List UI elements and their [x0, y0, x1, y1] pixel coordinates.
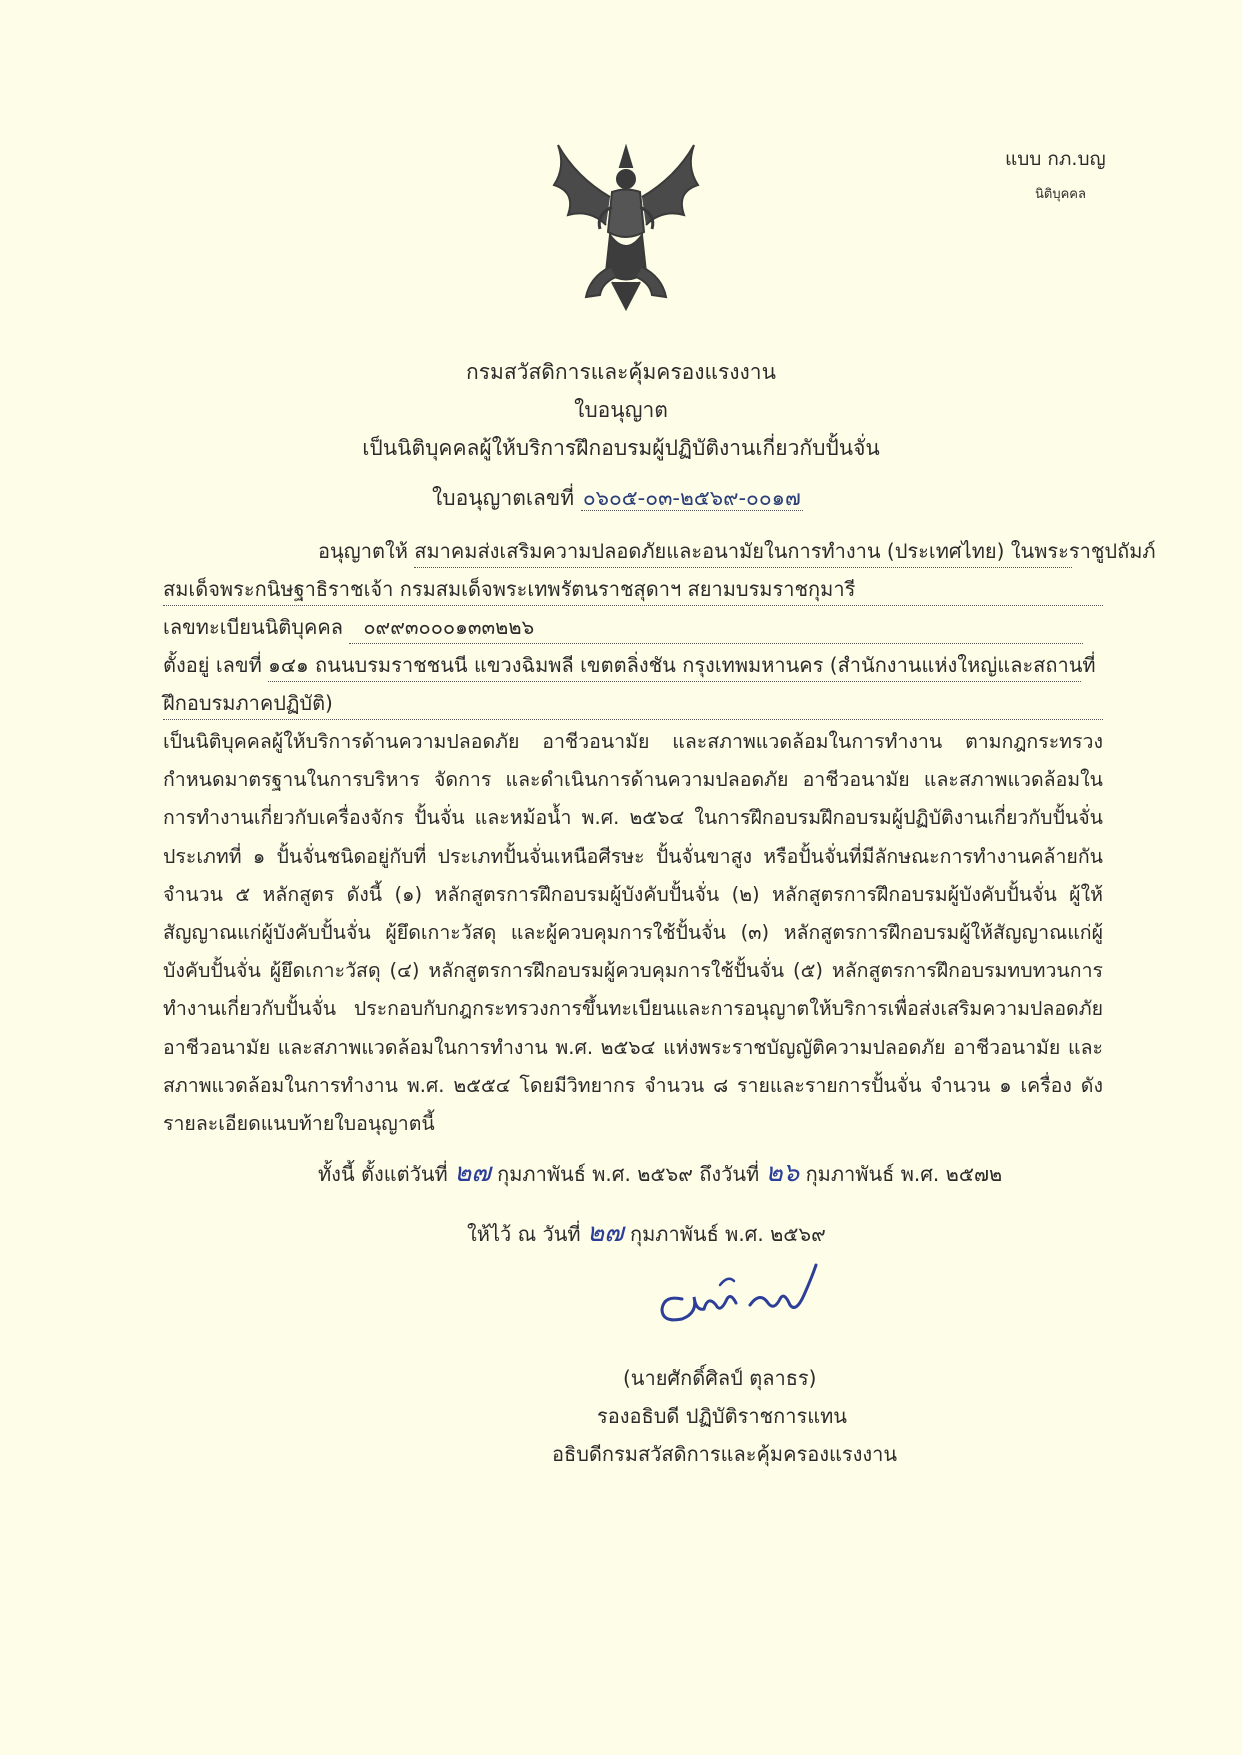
validity-to-rest: กุมภาพันธ์ พ.ศ. ๒๕๗๒ [805, 1162, 1003, 1186]
grantee-prefix: อนุญาตให้ [318, 539, 408, 563]
address-1: ๑๔๑ ถนนบรมราชชนนี แขวงฉิมพลี เขตตลิ่งชัน กรุงเทพมหานคร (สำนักงานแห่งใหญ่และสถานที่ [268, 649, 1081, 682]
document-type: ใบอนุญาต [574, 398, 668, 422]
grantee-name-1: สมาคมส่งเสริมความปลอดภัยและอนามัยในการทำงาน (ประเทศไทย) ในพระราชูปถัมภ์ [414, 535, 1072, 568]
handwritten-signature [650, 1255, 830, 1335]
validity-from-day: ๒๗ [454, 1158, 491, 1188]
given-prefix: ให้ไว้ ณ วันที่ [467, 1222, 581, 1246]
signer-department: อธิบดีกรมสวัสดิการและคุ้มครองแรงงาน [552, 1442, 898, 1466]
registration-number: ๐๙๙๓๐๐๐๑๓๓๒๒๖ [349, 611, 1083, 644]
grantee-name-2: สมเด็จพระกนิษฐาธิราชเจ้า กรมสมเด็จพระเทพรัตนราชสุดาฯ สยามบรมราชกุมารี [163, 573, 1103, 606]
form-subtype: นิติบุคคล [1035, 187, 1086, 202]
address-line-2 [163, 687, 1103, 720]
validity-to-day: ๒๖ [765, 1158, 800, 1188]
address-line-1 [163, 649, 1096, 682]
license-body-paragraph: เป็นนิติบุคคลผู้ให้บริการด้านความปลอดภัย อาชีวอนามัย และสภาพแวดล้อมในการทำงาน ตามกฎกระทรวงกำหนดมาตรฐานในการบริหาร จัดการ และดำเนินการด้านความปลอดภัย อาชีวอนามัย และสภาพแวดล้อมในการทำงานเกี่ยวกับเครื่องจักร ปั้นจั่น และหม้อน้ำ พ.ศ. ๒๕๖๔ ในการฝึกอบรมฝึกอบรมผู้ปฏิบัติงานเกี่ยวกับปั้นจั่น ประเภทที่ ๑ ปั้นจั่นชนิดอยู่กับที่ ประเภทปั้นจั่นเหนือศีรษะ ปั้นจั่นขาสูง หรือปั้นจั่นที่มีลักษณะการทำงานคล้ายกัน จำนวน ๕ หลักสูตร ดังนี้ (๑) หลักสูตรการฝึกอบรมผู้บังคับปั้นจั่น (๒) หลักสูตรการฝึกอบรมผู้บังคับปั้นจั่น ผู้ให้สัญญาณแก่ผู้บังคับปั้นจั่น ผู้ยึดเกาะวัสดุ และผู้ควบคุมการใช้ปั้นจั่น (๓) หลักสูตรการฝึกอบรมผู้ให้สัญญาณแก่ผู้บังคับปั้นจั่น ผู้ยึดเกาะวัสดุ (๔) หลักสูตรการฝึกอบรมผู้ควบคุมการใช้ปั้นจั่น (๕) หลักสูตรการฝึกอบรมทบทวนการทำงานเกี่ยวกับปั้นจั่น ประกอบกับกฎกระทรวงการขึ้นทะเบียนและการอนุญาตให้บริการเพื่อส่งเสริมความปลอดภัย อาชีวอนามัย และสภาพแวดล้อมในการทำงาน พ.ศ. ๒๕๖๔ แห่งพระราชบัญญัติความปลอดภัย อาชีวอนามัย และสภาพแวดล้อมในการทำงาน พ.ศ. ๒๕๕๔ โดยมีวิทยากร จำนวน ๘ รายและรายการปั้นจั่น จำนวน ๑ เครื่อง ดังรายละเอียดแนบท้ายใบอนุญาตนี้ [163, 730, 1103, 1136]
address-label: ตั้งอยู่ เลขที่ [163, 653, 262, 677]
form-code: แบบ กภ.บญ [1005, 148, 1106, 170]
license-number-label: ใบอนุญาตเลขที่ [432, 486, 575, 510]
signer-title: รองอธิบดี ปฏิบัติราชการแทน [597, 1404, 847, 1428]
license-number-line [432, 482, 803, 515]
validity-from-rest: กุมภาพันธ์ พ.ศ. ๒๕๖๙ ถึงวันที่ [497, 1162, 760, 1186]
validity-prefix: ทั้งนี้ ตั้งแต่วันที่ [318, 1162, 448, 1186]
grantee-line-2 [163, 573, 1103, 606]
address-2: ฝึกอบรมภาคปฏิบัติ) [163, 687, 1103, 720]
given-date-line [467, 1212, 826, 1253]
registration-label: เลขทะเบียนนิติบุคคล [163, 615, 343, 639]
given-day: ๒๗ [586, 1218, 624, 1248]
grantee-line-1 [318, 535, 1156, 568]
license-subject: เป็นนิติบุคคลผู้ให้บริการฝึกอบรมผู้ปฏิบัติงานเกี่ยวกับปั้นจั่น [362, 436, 880, 460]
garuda-emblem-icon [546, 137, 706, 313]
signer-name: (นายศักดิ์ศิลป์ ตุลาธร) [623, 1366, 817, 1390]
registration-line [163, 611, 1083, 644]
given-rest: กุมภาพันธ์ พ.ศ. ๒๕๖๙ [630, 1222, 826, 1246]
validity-line [318, 1152, 1002, 1193]
license-number: ๐๖๐๕-๐๓-๒๕๖๙-๐๐๑๗ [582, 486, 801, 510]
department-title: กรมสวัสดิการและคุ้มครองแรงงาน [466, 360, 776, 384]
